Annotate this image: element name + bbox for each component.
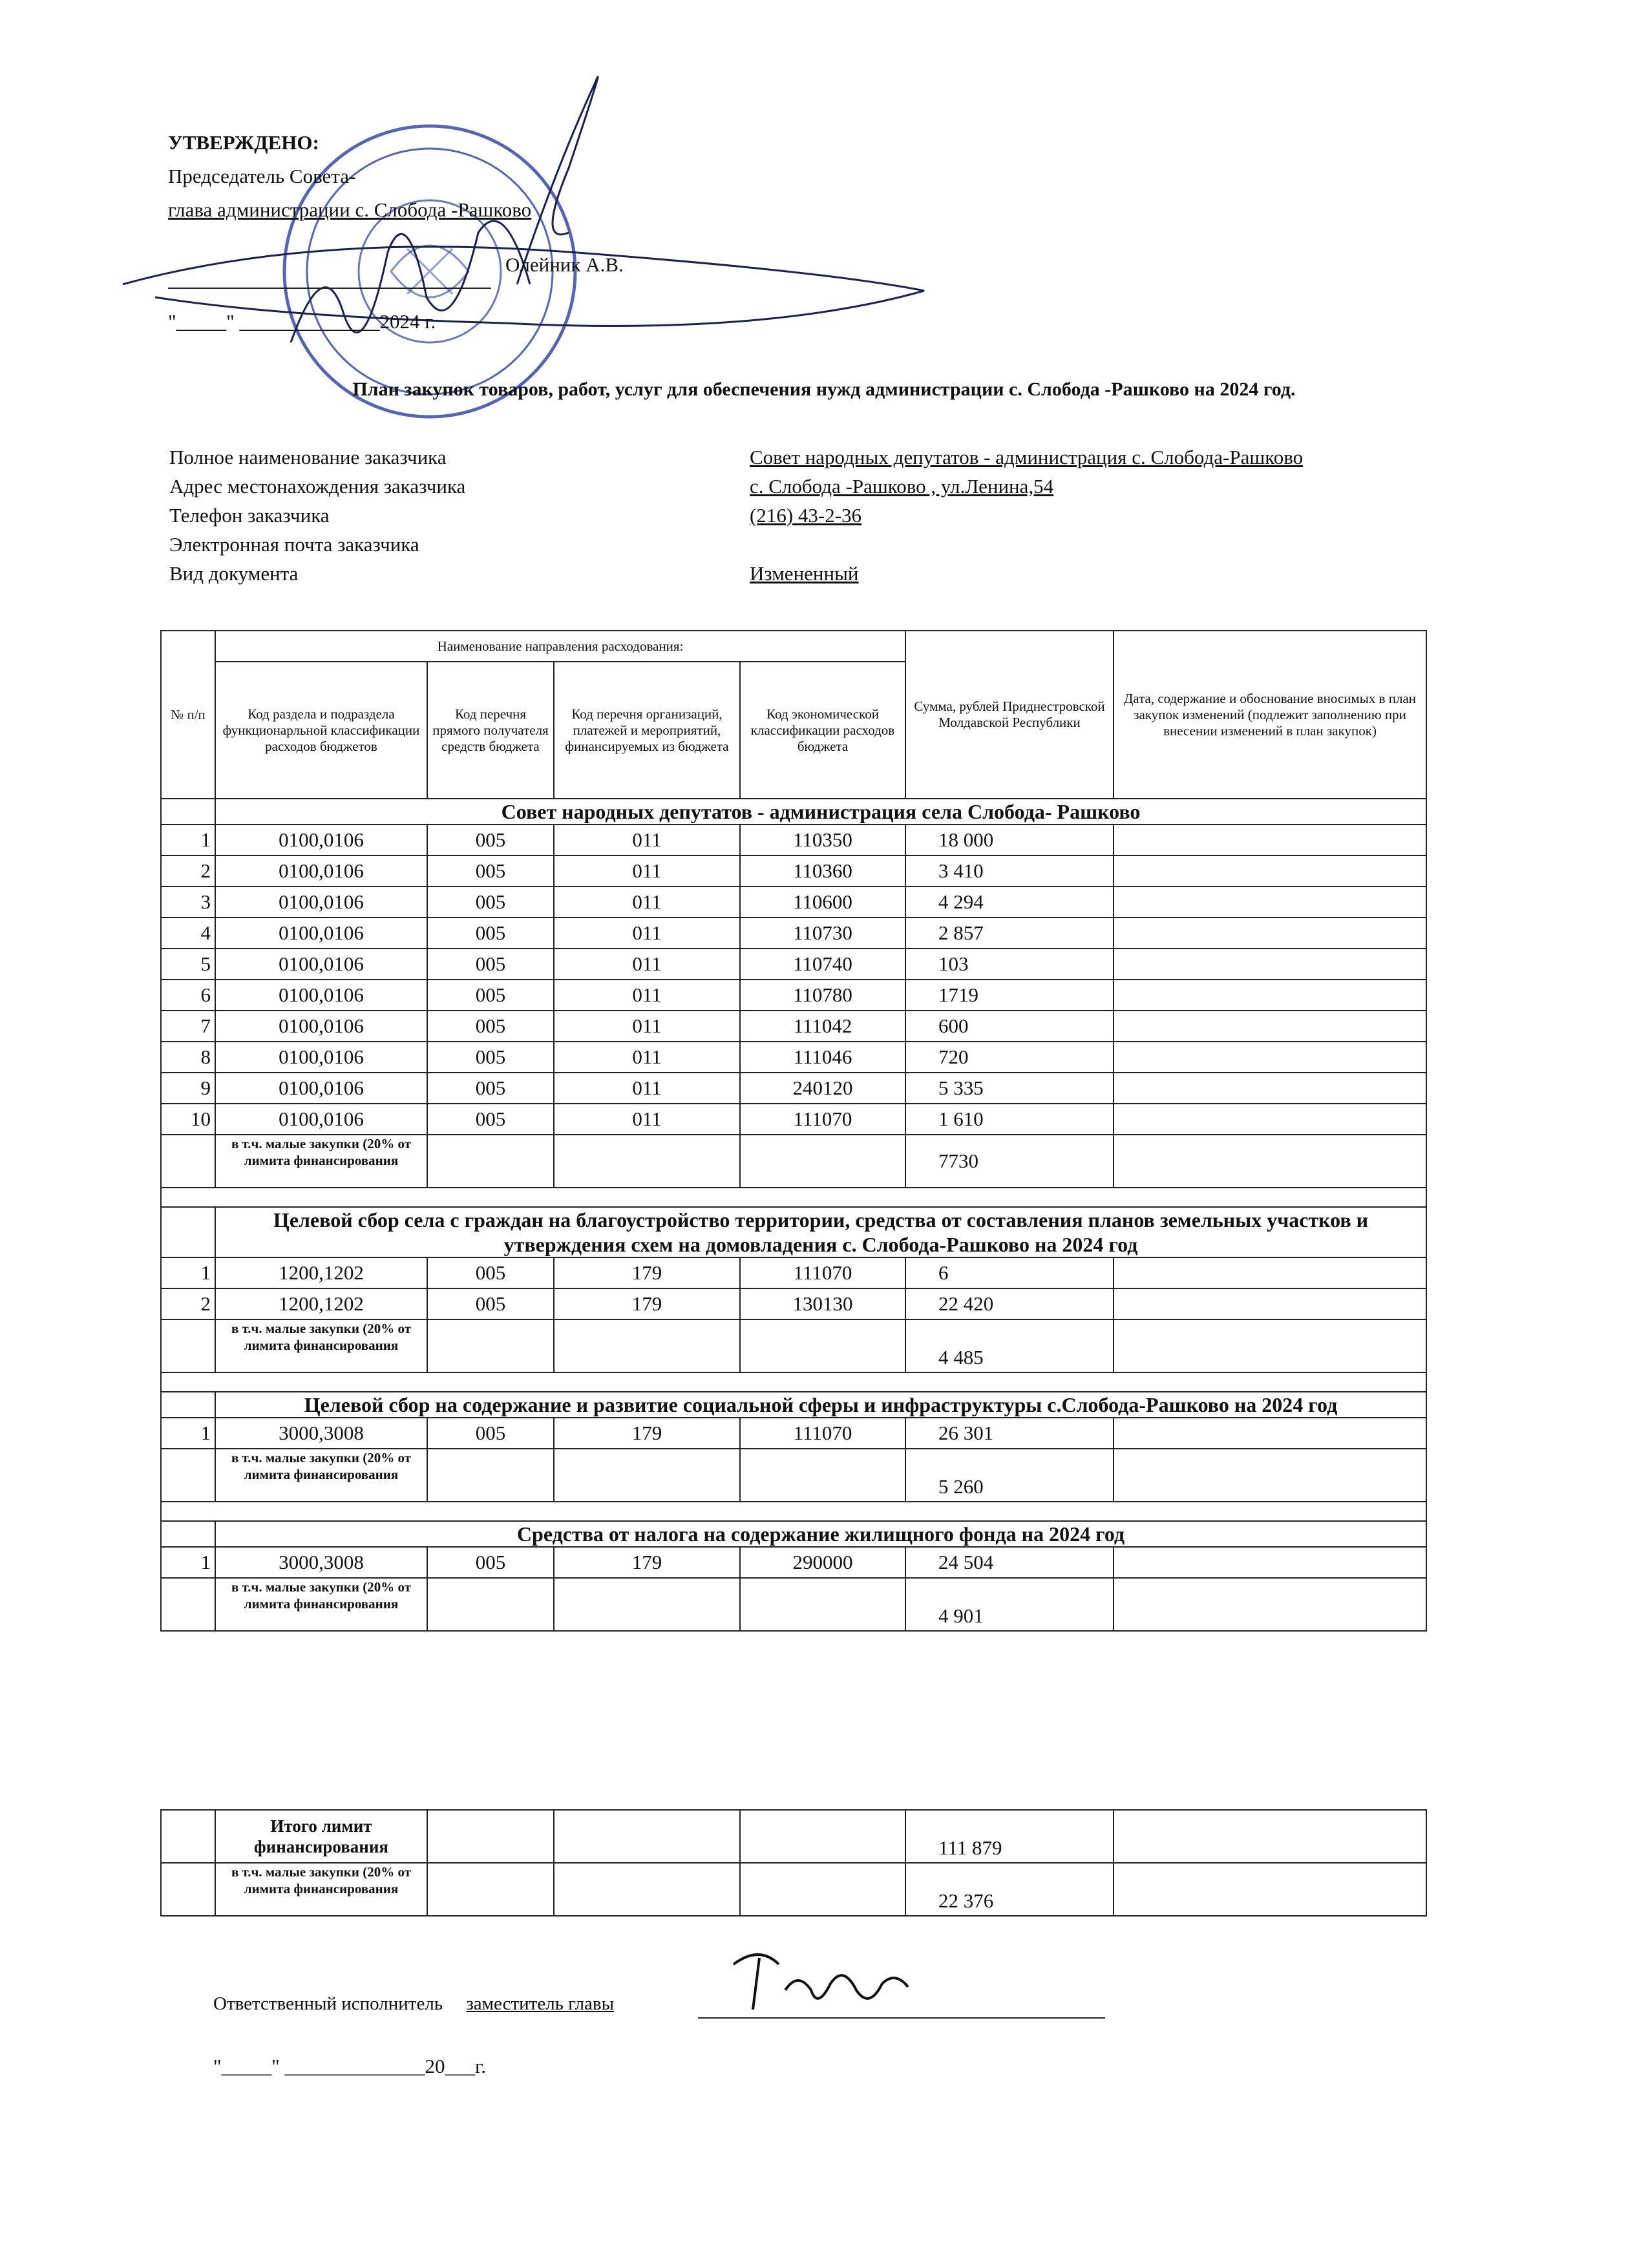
table-row xyxy=(161,887,1426,918)
small-purchases-value: 5 260 xyxy=(905,1449,1114,1502)
cell-n: 1 xyxy=(161,1547,215,1578)
small-purchases-row xyxy=(161,1319,1426,1372)
cell-n: 2 xyxy=(161,1288,215,1319)
customer-address-label: Адрес местонахождения заказчика xyxy=(169,475,466,498)
section-title: Целевой сбор на содержание и развитие социальной сферы и инфраструктуры с.Слобода-Рашково на 2024 год xyxy=(215,1392,1426,1418)
section-title-row xyxy=(161,1392,1426,1418)
small-purchases-value: 7730 xyxy=(905,1135,1114,1188)
cell-econ: 111070 xyxy=(740,1257,905,1288)
page-title: План закупок товаров, работ, услуг для обеспечения нужд администрации с. Слобода -Рашково на 2024 год. xyxy=(352,379,1296,400)
position-line-2: глава администрации с. Слобода -Рашково xyxy=(168,198,532,221)
position-line-1: Председатель Совета- xyxy=(168,165,356,187)
cell-econ: 111042 xyxy=(740,1011,905,1042)
doctype-label: Вид документа xyxy=(169,562,299,585)
doctype-value: Измененный xyxy=(750,562,859,585)
cell-n: 10 xyxy=(161,1104,215,1135)
cell-n: 9 xyxy=(161,1073,215,1104)
plan-table-body xyxy=(161,799,1426,1631)
table-row xyxy=(161,1257,1426,1288)
section-title: Целевой сбор села с граждан на благоустройство территории, средства от составления планов земельных участков и утверждения схем на домовладения с. Слобода-Рашково на 2024 год xyxy=(215,1207,1426,1257)
table-row xyxy=(161,1288,1426,1319)
section-spacer xyxy=(161,1502,1426,1521)
cell-sum: 1 610 xyxy=(905,1104,1114,1135)
cell-recipient: 005 xyxy=(427,1073,554,1104)
cell-sum: 103 xyxy=(905,949,1114,980)
cell-sum: 26 301 xyxy=(905,1418,1114,1449)
cell-recipient: 005 xyxy=(427,1288,554,1319)
customer-phone-label: Телефон заказчика xyxy=(169,504,330,527)
plan-table xyxy=(160,630,1427,1632)
totals-table xyxy=(160,1809,1427,1916)
cell-section: 0100,0106 xyxy=(215,856,427,887)
small-purchases-label: в т.ч. малые закупки (20% от лимита финансирования xyxy=(215,1578,427,1631)
cell-org: 179 xyxy=(554,1288,740,1319)
table-row xyxy=(161,1418,1426,1449)
table-row xyxy=(161,918,1426,949)
small-purchases-row xyxy=(161,1449,1426,1502)
table-row xyxy=(161,980,1426,1011)
cell-recipient: 005 xyxy=(427,1042,554,1073)
cell-recipient: 005 xyxy=(427,887,554,918)
cell-section: 0100,0106 xyxy=(215,949,427,980)
cell-recipient: 005 xyxy=(427,1257,554,1288)
footer-date: "_____" ______________20___г. xyxy=(213,2055,487,2077)
small-purchases-label: в т.ч. малые закупки (20% от лимита финансирования xyxy=(215,1319,427,1372)
cell-sum: 720 xyxy=(905,1042,1114,1073)
cell-org: 011 xyxy=(554,1042,740,1073)
customer-address-value: с. Слобода -Рашково , ул.Ленина,54 xyxy=(750,475,1054,498)
cell-section: 0100,0106 xyxy=(215,1073,427,1104)
table-row xyxy=(161,1073,1426,1104)
total-limit-label: Итого лимит финансирования xyxy=(215,1810,427,1863)
section-spacer xyxy=(161,1372,1426,1392)
total-small-row xyxy=(161,1863,1426,1916)
cell-sum: 4 294 xyxy=(905,887,1114,918)
small-purchases-label: в т.ч. малые закупки (20% от лимита финансирования xyxy=(215,1135,427,1188)
section-title: Совет народных депутатов - администрация села Слобода- Рашково xyxy=(215,799,1426,824)
cell-n: 3 xyxy=(161,887,215,918)
cell-econ: 130130 xyxy=(740,1288,905,1319)
table-row xyxy=(161,824,1426,856)
customer-name-label: Полное наименование заказчика xyxy=(169,446,447,468)
cell-org: 179 xyxy=(554,1257,740,1288)
cell-n: 4 xyxy=(161,918,215,949)
cell-sum: 600 xyxy=(905,1011,1114,1042)
cell-econ: 111070 xyxy=(740,1418,905,1449)
header-num: № п/п xyxy=(161,631,215,799)
cell-n: 7 xyxy=(161,1011,215,1042)
table-row xyxy=(161,1547,1426,1578)
head-name: Олейник А.В. xyxy=(505,253,624,276)
header-org-code: Код перечня организаций, платежей и мероприятий, финансируемых из бюджета xyxy=(554,662,740,799)
table-row xyxy=(161,856,1426,887)
cell-section: 0100,0106 xyxy=(215,980,427,1011)
cell-econ: 110740 xyxy=(740,949,905,980)
cell-n: 8 xyxy=(161,1042,215,1073)
cell-econ: 110350 xyxy=(740,824,905,856)
header-sum: Сумма, рублей Приднестровской Молдавской Республики xyxy=(905,631,1114,799)
cell-econ: 111070 xyxy=(740,1104,905,1135)
responsible-label: Ответственный исполнитель xyxy=(213,1993,443,2014)
table-row xyxy=(161,949,1426,980)
header-recipient-code: Код перечня прямого получателя средств бюджета xyxy=(427,662,554,799)
cell-sum: 5 335 xyxy=(905,1073,1114,1104)
approval-block xyxy=(168,126,531,227)
table-row xyxy=(161,1011,1426,1042)
cell-org: 011 xyxy=(554,1073,740,1104)
cell-recipient: 005 xyxy=(427,1011,554,1042)
cell-section: 1200,1202 xyxy=(215,1288,427,1319)
cell-org: 011 xyxy=(554,887,740,918)
total-limit-row xyxy=(161,1810,1426,1863)
cell-org: 011 xyxy=(554,918,740,949)
cell-econ: 110360 xyxy=(740,856,905,887)
cell-org: 011 xyxy=(554,1011,740,1042)
cell-sum: 1719 xyxy=(905,980,1114,1011)
total-limit-value: 111 879 xyxy=(905,1810,1114,1863)
section-spacer xyxy=(161,1188,1426,1207)
cell-recipient: 005 xyxy=(427,1547,554,1578)
cell-org: 011 xyxy=(554,949,740,980)
small-purchases-row xyxy=(161,1135,1426,1188)
cell-recipient: 005 xyxy=(427,856,554,887)
cell-section: 0100,0106 xyxy=(215,1042,427,1073)
cell-n: 1 xyxy=(161,824,215,856)
cell-section: 0100,0106 xyxy=(215,824,427,856)
total-small-value: 22 376 xyxy=(905,1863,1114,1916)
small-purchases-value: 4 901 xyxy=(905,1578,1114,1631)
cell-econ: 110730 xyxy=(740,918,905,949)
cell-n: 5 xyxy=(161,949,215,980)
cell-n: 2 xyxy=(161,856,215,887)
customer-info xyxy=(169,443,1303,588)
cell-recipient: 005 xyxy=(427,980,554,1011)
cell-econ: 110780 xyxy=(740,980,905,1011)
cell-n: 1 xyxy=(161,1418,215,1449)
small-purchases-label: в т.ч. малые закупки (20% от лимита финансирования xyxy=(215,1449,427,1502)
cell-econ: 240120 xyxy=(740,1073,905,1104)
section-title-row xyxy=(161,799,1426,824)
cell-n: 1 xyxy=(161,1257,215,1288)
header-notes: Дата, содержание и обоснование вносимых в план закупок изменений (подлежит заполнению при внесении изменений в план закупок) xyxy=(1114,631,1426,799)
responsible-position: заместитель главы xyxy=(466,1993,615,2014)
executor-signature xyxy=(721,1938,914,2022)
small-purchases-value: 4 485 xyxy=(905,1319,1114,1372)
cell-org: 011 xyxy=(554,980,740,1011)
cell-section: 0100,0106 xyxy=(215,1104,427,1135)
cell-sum: 24 504 xyxy=(905,1547,1114,1578)
cell-section: 0100,0106 xyxy=(215,887,427,918)
cell-section: 3000,3008 xyxy=(215,1547,427,1578)
customer-email-label: Электронная почта заказчика xyxy=(169,533,419,556)
cell-recipient: 005 xyxy=(427,824,554,856)
header-econ-code: Код экономической классификации расходов бюджета xyxy=(740,662,905,799)
cell-org: 011 xyxy=(554,824,740,856)
signature-line xyxy=(168,288,491,289)
cell-sum: 3 410 xyxy=(905,856,1114,887)
total-small-label: в т.ч. малые закупки (20% от лимита финансирования xyxy=(215,1863,427,1916)
cell-recipient: 005 xyxy=(427,1104,554,1135)
cell-sum: 2 857 xyxy=(905,918,1114,949)
cell-section: 3000,3008 xyxy=(215,1418,427,1449)
cell-sum: 18 000 xyxy=(905,824,1114,856)
customer-name-value: Совет народных депутатов - администрация с. Слобода-Рашково xyxy=(750,446,1304,468)
cell-econ: 111046 xyxy=(740,1042,905,1073)
cell-sum: 22 420 xyxy=(905,1288,1114,1319)
cell-org: 011 xyxy=(554,856,740,887)
cell-sum: 6 xyxy=(905,1257,1114,1288)
small-purchases-row xyxy=(161,1578,1426,1631)
cell-section: 1200,1202 xyxy=(215,1257,427,1288)
cell-org: 179 xyxy=(554,1547,740,1578)
cell-section: 0100,0106 xyxy=(215,918,427,949)
section-title: Средства от налога на содержание жилищного фонда на 2024 год xyxy=(215,1521,1426,1547)
cell-org: 011 xyxy=(554,1104,740,1135)
header-direction: Наименование направления расходования: xyxy=(215,631,905,662)
cell-section: 0100,0106 xyxy=(215,1011,427,1042)
header-section-code: Код раздела и подраздела функционарльной классификации расходов бюджетов xyxy=(215,662,427,799)
section-title-row xyxy=(161,1207,1426,1257)
approved-label: УТВЕРЖДЕНО: xyxy=(168,131,319,154)
customer-phone-value: (216) 43-2-36 xyxy=(750,504,862,527)
cell-recipient: 005 xyxy=(427,949,554,980)
section-title-row xyxy=(161,1521,1426,1547)
cell-econ: 110600 xyxy=(740,887,905,918)
cell-recipient: 005 xyxy=(427,1418,554,1449)
cell-econ: 290000 xyxy=(740,1547,905,1578)
cell-org: 179 xyxy=(554,1418,740,1449)
cell-recipient: 005 xyxy=(427,918,554,949)
approval-date: "_____" ______________2024 г. xyxy=(168,310,436,333)
table-row xyxy=(161,1104,1426,1135)
responsible-executor xyxy=(213,1993,614,2015)
cell-n: 6 xyxy=(161,980,215,1011)
table-row xyxy=(161,1042,1426,1073)
